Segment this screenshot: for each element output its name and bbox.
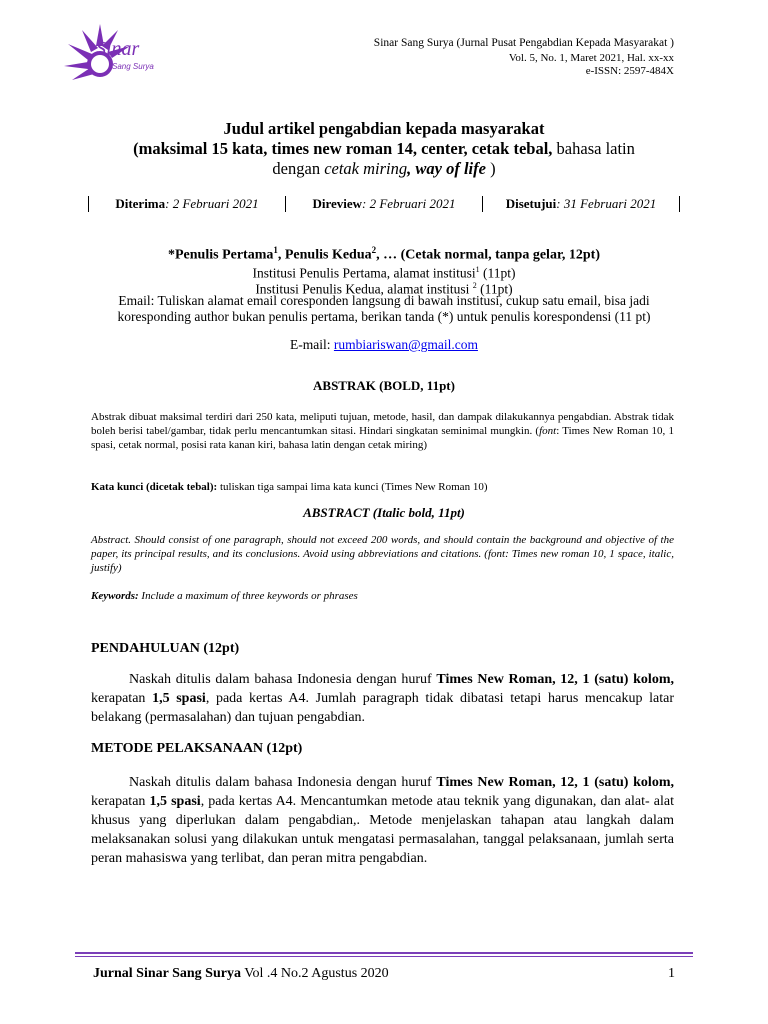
author-email: E-mail: rumbiariswan@gmail.com xyxy=(290,337,478,352)
abstract-heading: ABSTRACT (Italic bold, 11pt) xyxy=(303,505,465,520)
email-link[interactable]: rumbiariswan@gmail.com xyxy=(333,337,478,352)
section-heading-metode: METODE PELAKSANAAN (12pt) xyxy=(91,741,303,756)
section-heading-pendahuluan: PENDAHULUAN (12pt) xyxy=(91,641,240,656)
review-dates xyxy=(88,195,680,213)
divider xyxy=(679,196,680,212)
author-institution-2: Institusi Penulis Kedua, alamat institusi $^2$ (11pt) xyxy=(255,281,513,297)
journal-volume: Vol. 5, No. 1, Maret 2021, Hal. xx-xx xyxy=(508,52,674,64)
journal-issn: e-ISSN: 2597-484X xyxy=(585,65,674,77)
date-received: Diterima: 2 Februari 2021 xyxy=(115,196,259,211)
abstrak-keywords: Kata kunci (dicetak tebal): tuliskan tiga sampai lima kata kunci (Times New Roman 10) xyxy=(91,481,488,493)
metode-paragraph: Naskah ditulis dalam bahasa Indonesia dengan huruf Times New Roman, 12, 1 (satu) kolom, kerapatan 1,5 spasi, pada kertas A4. Mencantumkan metode atau teknik yang digunakan, dan alat- alat khusus yang diperlukan dalam pengabdian,. Metode menjelaskan tahapan atau langkah dalam melaksanakan solusi yang dilakukan untuk mengatasi permasalahan, tanggal pelaksanaan, jumlah serta peran mahasiswa yang terlibat, dan peran mitra pengabdian. xyxy=(91,775,674,866)
abstrak-heading: ABSTRAK (BOLD, 11pt) xyxy=(313,378,455,393)
pendahuluan-paragraph: Naskah ditulis dalam bahasa Indonesia dengan huruf Times New Roman, 12, 1 (satu) kolom, kerapatan 1,5 spasi, pada kertas A4. Jumlah paragraph tidak dibatasi tetapi harus mencakup latar belakang (permasalahan) dan tujuan pengabdian. xyxy=(91,672,674,725)
date-reviewed: Direview: 2 Februari 2021 xyxy=(312,196,456,211)
email-instructions: Email: Tuliskan alamat email coresponden langsung di bawah institusi, cukup satu email, bisa jadi koresponding author bukan penulis pertama, berikan tanda (*) untuk penulis korespondensi (11 pt) xyxy=(117,293,651,324)
date-approved: Disetujui: 31 Februari 2021 xyxy=(505,196,657,211)
article-title-line2: (maksimal 15 kata, times new roman 14, center, cetak tebal, bahasa latin xyxy=(133,139,635,158)
abstract-keywords: Keywords: Include a maximum of three keywords or phrases xyxy=(91,590,358,602)
abstract-body: Abstract. Should consist of one paragraph, should not exceed 200 words, and should contain the background and objective of the paper, its principal results, and its conclusions. Avoid using abbreviations and citations. (font: Times new roman 10, 1 space, italic, justify) xyxy=(91,534,674,574)
author-names: *Penulis Pertama$^1$, Penulis Kedua$^2$, … (Cetak normal, tanpa gelar, 12pt) xyxy=(168,245,600,263)
page-number: 1 xyxy=(668,966,675,981)
logo-name: Sinar xyxy=(96,38,140,60)
logo-subtitle: Sang Surya xyxy=(112,62,154,71)
article-title-line3: dengan cetak miring, way of life ) xyxy=(272,159,496,178)
footer-rule-thin xyxy=(75,956,693,957)
abstrak-body: Abstrak dibuat maksimal terdiri dari 250 kata, meliputi tujuan, metode, hasil, dan dampak dilakukannya pengabdian. Abstrak tidak boleh berisi tabel/gambar, tidak perlu mencantumkan sitasi. Hindari singkatan seminimal mungkin. (font: Times New Roman 10, 1 spasi, cetak normal, posisi rata kanan kiri, bahasa latin dengan cetak miring) xyxy=(91,411,675,451)
footer-rule xyxy=(75,952,693,954)
journal-logo xyxy=(64,24,184,84)
journal-header-title: Sinar Sang Surya (Jurnal Pusat Pengabdian Kepada Masyarakat ) xyxy=(373,37,674,49)
footer-citation: Jurnal Sinar Sang Surya Vol .4 No.2 Agustus 2020 xyxy=(93,966,389,981)
author-institution-1: Institusi Penulis Pertama, alamat institusi$^1$ (11pt) xyxy=(252,265,516,281)
article-title-line1: Judul artikel pengabdian kepada masyarakat xyxy=(223,119,545,138)
